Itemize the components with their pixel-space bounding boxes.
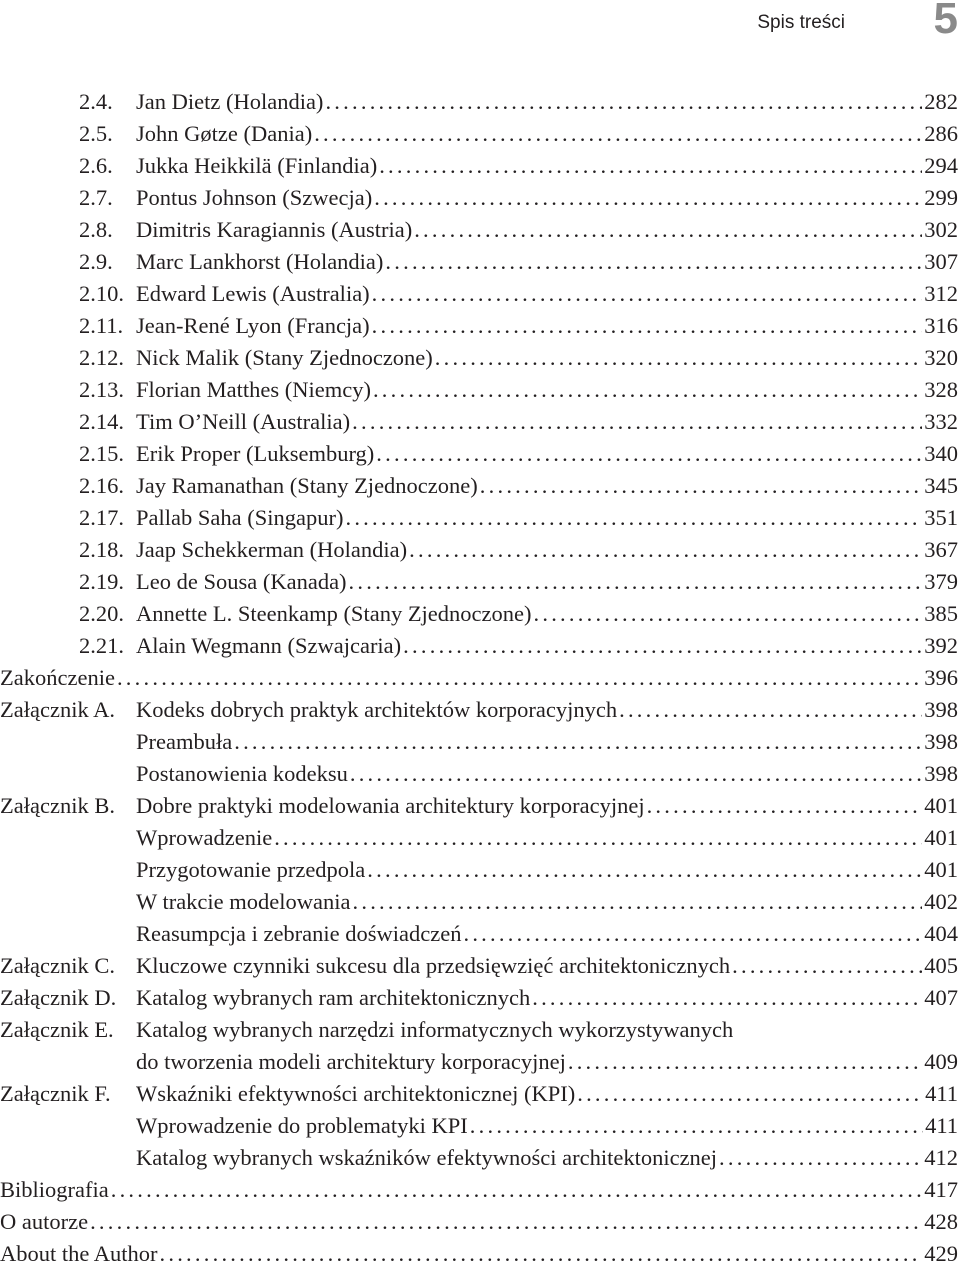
toc-entry-title: Pallab Saha (Singapur): [136, 502, 345, 534]
toc-entry-page: 367: [924, 537, 958, 562]
toc-entry-line: [136, 1046, 958, 1078]
dot-leader: [376, 438, 922, 470]
toc-entry-number: Załącznik F.: [0, 1081, 111, 1106]
toc-entry-page: 299: [924, 185, 958, 210]
toc-entry-page: 379: [924, 569, 958, 594]
toc-entry[interactable]: [0, 950, 958, 982]
toc-entry-title: Leo de Sousa (Kanada): [136, 566, 349, 598]
toc-entry[interactable]: [0, 214, 958, 246]
toc-entry[interactable]: [0, 1110, 958, 1142]
toc-entry-title: Jean-René Lyon (Francja): [136, 310, 372, 342]
toc-entry-number: 2.15.: [79, 441, 124, 466]
toc-entry-number: 2.8.: [79, 217, 113, 242]
toc-entry-line: [136, 438, 958, 470]
toc-entry-title: Wprowadzenie do problematyki KPI: [136, 1110, 470, 1142]
dot-leader: [367, 854, 922, 886]
toc-entry-title: Reasumpcja i zebranie doświadczeń: [136, 918, 463, 950]
toc-entry-line: [136, 534, 958, 566]
toc-entry-line: [0, 662, 958, 694]
toc-entry-title: Katalog wybranych narzędzi informatycznych wykorzystywanych: [136, 1014, 735, 1046]
toc-entry-title: Kodeks dobrych praktyk architektów korporacyjnych: [136, 694, 619, 726]
toc-entry-title: Marc Lankhorst (Holandia): [136, 246, 385, 278]
toc-entry-line: [136, 1014, 958, 1046]
toc-entry-number: 2.10.: [79, 281, 124, 306]
toc-entry-line: [136, 246, 958, 278]
toc-entry-page: 417: [924, 1177, 958, 1202]
toc-entry[interactable]: [0, 374, 958, 406]
toc-entry-title: Wskaźniki efektywności architektonicznej (KPI): [136, 1078, 577, 1110]
toc-entry-line: [136, 1110, 958, 1142]
toc-entry-title: Annette L. Steenkamp (Stany Zjednoczone): [136, 598, 534, 630]
toc-entry-number: Załącznik E.: [0, 1017, 114, 1042]
dot-leader: [732, 950, 922, 982]
toc-entry-number: Załącznik B.: [0, 793, 115, 818]
toc-entry[interactable]: [0, 1206, 958, 1238]
dot-leader: [480, 470, 922, 502]
toc-entry-number: 2.13.: [79, 377, 124, 402]
toc-entry-line: [136, 86, 958, 118]
toc-entry-number: 2.20.: [79, 601, 124, 626]
toc-entry-line: [136, 1142, 958, 1174]
toc-entry[interactable]: [0, 310, 958, 342]
toc-entry[interactable]: [0, 694, 958, 726]
dot-leader: [435, 342, 922, 374]
toc-entry-page: 409: [924, 1049, 958, 1074]
toc-entry-page: 345: [924, 473, 958, 498]
toc-entry-line: [0, 1174, 958, 1206]
toc-entry[interactable]: [0, 342, 958, 374]
toc-entry-title: Katalog wybranych wskaźników efektywności architektonicznej: [136, 1142, 719, 1174]
toc-entry-line: [136, 726, 958, 758]
toc-entry-title: Pontus Johnson (Szwecja): [136, 182, 374, 214]
toc-entry[interactable]: [0, 662, 958, 694]
toc-entry-page: 401: [924, 793, 958, 818]
toc-entry[interactable]: [0, 86, 958, 118]
dot-leader: [234, 726, 922, 758]
toc-entry-line: [136, 374, 958, 406]
toc-entry-number: 2.4.: [79, 89, 113, 114]
dot-leader: [90, 1206, 922, 1238]
toc-entry-title: John Gøtze (Dania): [136, 118, 314, 150]
toc-entry-page: 392: [924, 633, 958, 658]
toc-entry[interactable]: [0, 118, 958, 150]
toc-entry-title: Kluczowe czynniki sukcesu dla przedsięwzięć architektonicznych: [136, 950, 732, 982]
dot-leader: [385, 246, 922, 278]
toc-entry[interactable]: [0, 822, 958, 854]
toc-entry-line: [0, 1238, 958, 1270]
toc-entry-title: Alain Wegmann (Szwajcaria): [136, 630, 403, 662]
toc-entry-title: Bibliografia: [0, 1174, 111, 1206]
toc-entry[interactable]: [0, 1014, 958, 1046]
toc-entry-page: 401: [924, 857, 958, 882]
toc-entry-page: 385: [924, 601, 958, 626]
toc-entry-line: [136, 566, 958, 598]
toc-entry-title: Katalog wybranych ram architektonicznych: [136, 982, 532, 1014]
toc-entry-page: 411: [925, 1113, 958, 1138]
toc-entry[interactable]: [0, 470, 958, 502]
toc-entry-line: [136, 502, 958, 534]
toc-entry-title: Jan Dietz (Holandia): [136, 86, 325, 118]
toc-entry-page: 407: [924, 985, 958, 1010]
dot-leader: [352, 406, 922, 438]
toc-entry-line: [0, 1206, 958, 1238]
toc-entry[interactable]: [0, 790, 958, 822]
toc-entry-line: [136, 982, 958, 1014]
toc-entry-page: 429: [924, 1241, 958, 1266]
toc-entry-number: 2.9.: [79, 249, 113, 274]
toc-entry-page: 411: [925, 1081, 958, 1106]
toc-entry-title: Nick Malik (Stany Zjednoczone): [136, 342, 435, 374]
toc-entry-page: 428: [924, 1209, 958, 1234]
dot-leader: [534, 598, 923, 630]
toc-entry-title: Edward Lewis (Australia): [136, 278, 372, 310]
toc-entry-page: 398: [924, 761, 958, 786]
toc-entry-title: Dobre praktyki modelowania architektury korporacyjnej: [136, 790, 647, 822]
toc-entry-page: 312: [924, 281, 958, 306]
dot-leader: [470, 1110, 923, 1142]
toc-entry-title: Zakończenie: [0, 662, 117, 694]
toc-entry-number: 2.12.: [79, 345, 124, 370]
toc-entry-page: 320: [924, 345, 958, 370]
toc-entry-line: [136, 182, 958, 214]
toc-entry-number: 2.19.: [79, 569, 124, 594]
toc-entry-line: [136, 918, 958, 950]
table-of-contents: [0, 86, 958, 1270]
toc-entry-page: 307: [924, 249, 958, 274]
toc-entry-page: 332: [924, 409, 958, 434]
toc-entry-title: Jukka Heikkilä (Finlandia): [136, 150, 379, 182]
dot-leader: [372, 310, 923, 342]
toc-entry-title: Przygotowanie przedpola: [136, 854, 367, 886]
dot-leader: [463, 918, 922, 950]
toc-entry[interactable]: [0, 854, 958, 886]
toc-entry-page: 412: [924, 1145, 958, 1170]
toc-entry-number: 2.6.: [79, 153, 113, 178]
toc-entry-line: [136, 278, 958, 310]
toc-entry-number: 2.16.: [79, 473, 124, 498]
dot-leader: [374, 182, 922, 214]
toc-entry-page: 286: [924, 121, 958, 146]
toc-entry[interactable]: [0, 1046, 958, 1078]
toc-entry[interactable]: [0, 1142, 958, 1174]
toc-entry[interactable]: [0, 278, 958, 310]
toc-entry-page: 404: [924, 921, 958, 946]
toc-entry[interactable]: [0, 182, 958, 214]
toc-entry-page: 396: [924, 665, 958, 690]
toc-entry-title: O autorze: [0, 1206, 90, 1238]
dot-leader: [403, 630, 922, 662]
toc-entry-line: [136, 822, 958, 854]
toc-entry-page: 294: [924, 153, 958, 178]
toc-entry[interactable]: [0, 630, 958, 662]
toc-entry-page: 401: [924, 825, 958, 850]
toc-entry-number: 2.21.: [79, 633, 124, 658]
dot-leader: [314, 118, 922, 150]
toc-entry-number: 2.7.: [79, 185, 113, 210]
toc-entry[interactable]: [0, 534, 958, 566]
toc-entry-title: Florian Matthes (Niemcy): [136, 374, 373, 406]
dot-leader: [345, 502, 922, 534]
toc-entry-title: Jay Ramanathan (Stany Zjednoczone): [136, 470, 480, 502]
toc-entry-number: 2.17.: [79, 505, 124, 530]
toc-entry-number: 2.14.: [79, 409, 124, 434]
dot-leader: [274, 822, 922, 854]
toc-entry-page: 398: [924, 697, 958, 722]
toc-entry[interactable]: [0, 918, 958, 950]
dot-leader: [379, 150, 922, 182]
dot-leader: [325, 86, 922, 118]
dot-leader: [532, 982, 922, 1014]
dot-leader: [353, 886, 923, 918]
toc-entry-line: [136, 758, 958, 790]
page-header: [0, 0, 960, 60]
toc-entry[interactable]: [0, 726, 958, 758]
toc-entry-line: [136, 342, 958, 374]
toc-entry-title: Wprowadzenie: [136, 822, 274, 854]
dot-leader: [350, 758, 922, 790]
toc-entry[interactable]: [0, 1174, 958, 1206]
toc-entry-line: [136, 214, 958, 246]
toc-entry-number: Załącznik C.: [0, 953, 115, 978]
toc-entry-title: Tim O’Neill (Australia): [136, 406, 352, 438]
toc-entry-line: [136, 1078, 958, 1110]
running-title: Spis treści: [757, 12, 845, 33]
toc-entry-number: 2.18.: [79, 537, 124, 562]
dot-leader: [160, 1238, 923, 1270]
toc-entry-page: 398: [924, 729, 958, 754]
toc-entry[interactable]: [0, 758, 958, 790]
toc-entry[interactable]: [0, 598, 958, 630]
toc-entry[interactable]: [0, 150, 958, 182]
toc-entry-line: [136, 886, 958, 918]
dot-leader: [719, 1142, 922, 1174]
toc-entry-title: Dimitris Karagiannis (Austria): [136, 214, 414, 246]
toc-entry[interactable]: [0, 406, 958, 438]
toc-entry-title: W trakcie modelowania: [136, 886, 353, 918]
toc-entry-line: [136, 150, 958, 182]
toc-entry-number: Załącznik A.: [0, 697, 115, 722]
toc-entry-line: [136, 950, 958, 982]
toc-entry-number: Załącznik D.: [0, 985, 117, 1010]
toc-entry-title: Postanowienia kodeksu: [136, 758, 350, 790]
toc-entry-line: [136, 854, 958, 886]
toc-entry-title: Erik Proper (Luksemburg): [136, 438, 376, 470]
toc-entry[interactable]: [0, 886, 958, 918]
dot-leader: [647, 790, 923, 822]
toc-entry[interactable]: [0, 566, 958, 598]
toc-entry[interactable]: [0, 502, 958, 534]
toc-entry[interactable]: [0, 982, 958, 1014]
toc-entry-page: 351: [924, 505, 958, 530]
toc-entry-line: [136, 470, 958, 502]
toc-entry-page: 282: [924, 89, 958, 114]
dot-leader: [577, 1078, 923, 1110]
toc-entry[interactable]: [0, 1078, 958, 1110]
toc-entry-line: [136, 694, 958, 726]
dot-leader: [111, 1174, 923, 1206]
toc-entry[interactable]: [0, 438, 958, 470]
toc-entry-line: [136, 118, 958, 150]
toc-entry-number: 2.5.: [79, 121, 113, 146]
toc-entry-page: 340: [924, 441, 958, 466]
toc-entry-number: 2.11.: [79, 313, 124, 338]
dot-leader: [349, 566, 923, 598]
toc-entry-page: 402: [924, 889, 958, 914]
toc-entry-line: [136, 406, 958, 438]
toc-entry-page: 316: [924, 313, 958, 338]
dot-leader: [372, 278, 923, 310]
toc-entry-line: [136, 790, 958, 822]
dot-leader: [373, 374, 922, 406]
toc-entry-line: [136, 630, 958, 662]
toc-entry-page: 405: [924, 953, 958, 978]
dot-leader: [409, 534, 922, 566]
toc-entry[interactable]: [0, 1238, 958, 1270]
toc-entry-page: 302: [924, 217, 958, 242]
dot-leader: [568, 1046, 922, 1078]
toc-entry-title: Jaap Schekkerman (Holandia): [136, 534, 409, 566]
toc-entry-line: [136, 310, 958, 342]
toc-entry-page: 328: [924, 377, 958, 402]
toc-entry-title: do tworzenia modeli architektury korporacyjnej: [136, 1046, 568, 1078]
toc-entry-line: [136, 598, 958, 630]
dot-leader: [414, 214, 922, 246]
dot-leader: [117, 662, 922, 694]
toc-entry[interactable]: [0, 246, 958, 278]
page-number: 5: [933, 0, 958, 43]
dot-leader: [619, 694, 922, 726]
toc-entry-title: Preambuła: [136, 726, 234, 758]
toc-entry-title: About the Author: [0, 1238, 160, 1270]
